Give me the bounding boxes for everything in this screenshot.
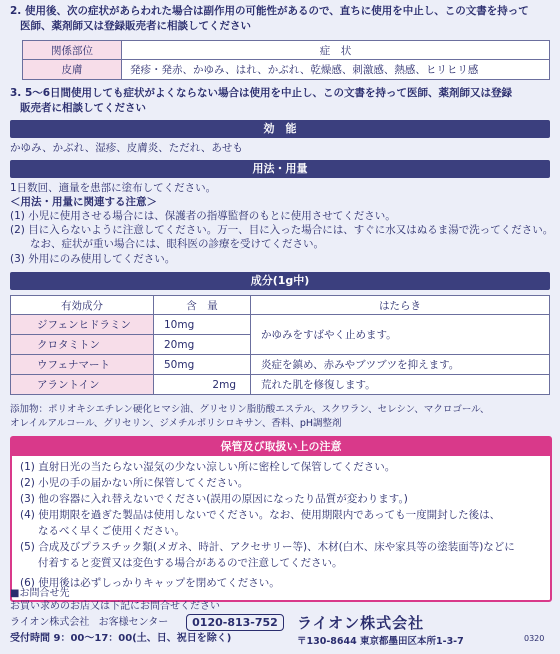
side-effect-col-part: 関係部位	[23, 41, 122, 60]
document-code: 0320	[524, 634, 545, 643]
ingredient-action: 荒れた肌を修復します。	[251, 375, 550, 395]
dosage-note-3: (3) 外用にのみ使用してください。	[10, 253, 176, 265]
ingredient-action: かゆみをすばやく止めます。	[251, 315, 550, 355]
ingredients-col-name: 有効成分	[11, 296, 154, 315]
ingredient-name: ウフェナマート	[11, 355, 154, 375]
efficacy-text: かゆみ、かぶれ、湿疹、皮膚炎、ただれ、あせも	[10, 142, 243, 154]
dosage-header: 用法・用量	[10, 160, 550, 178]
contact-company-short: ライオン株式会社	[10, 617, 90, 628]
storage-line-6: (6) 使用後は必ずしっかりキャップを閉めてください。	[20, 577, 280, 589]
ingredient-name: アラントイン	[11, 375, 154, 395]
ingredient-amount: 50mg	[154, 355, 251, 375]
side-effect-part: 皮膚	[23, 60, 122, 80]
storage-line-5: (5) 合成及びプラスチック類(メガネ、時計、アクセサリー等)、木材(白木、床や家具等の塗装面等)などに	[20, 541, 515, 553]
warning-item-3-line2: 販売者に相談してください	[20, 102, 146, 114]
contact-intro: お買い求めのお店又は下記にお問合せください	[10, 601, 220, 612]
ingredients-table	[10, 295, 550, 395]
dosage-line-1: 1日数回、適量を患部に塗布してください。	[10, 182, 217, 194]
ingredients-header: 成分(1g中)	[10, 272, 550, 290]
dosage-note-title: ＜用法・用量に関連する注意＞	[10, 196, 157, 208]
storage-box	[10, 436, 552, 602]
storage-line-2: (2) 小児の手の届かない所に保管してください。	[20, 477, 249, 489]
company-logo-text: ライオン株式会社	[297, 614, 425, 632]
storage-line-1: (1) 直射日光の当たらない湿気の少ない涼しい所に密栓して保管してください。	[20, 461, 396, 473]
ingredients-col-amount: 含 量	[154, 296, 251, 315]
ingredients-col-action: はたらき	[251, 296, 550, 315]
warning-item-2	[10, 4, 550, 34]
contact-center: お客様センター	[98, 617, 169, 628]
warning-item-2-line1: 2. 使用後、次の症状があらわれた場合は副作用の可能性があるので、直ちに使用を中止し、この文書を持って	[10, 5, 529, 17]
ingredient-amount: 20mg	[154, 335, 251, 355]
ingredient-amount: 10mg	[154, 315, 251, 335]
dosage-note-2: (2) 目に入らないように注意してください。万一、目に入った場合には、すぐに水又はぬるま湯で洗ってください。	[10, 224, 554, 236]
efficacy-header: 効 能	[10, 120, 550, 138]
storage-line-3: (3) 他の容器に入れ替えないでください(誤用の原因になったり品質が変わります。)	[20, 493, 408, 505]
company-address: 〒130-8644 東京都墨田区本所1-3-7	[297, 636, 464, 647]
ingredient-name: ジフェンヒドラミン	[11, 315, 154, 335]
additives-line-1: 添加物：ポリオキシエチレン硬化ヒマシ油、グリセリン脂肪酸エステル、スクワラン、セレシン、マクロゴール、	[10, 404, 490, 415]
ingredient-row	[11, 315, 550, 335]
contact-hours: 受付時間 9：00～17：00(土、日、祝日を除く)	[10, 633, 232, 644]
ingredient-name: クロタミトン	[11, 335, 154, 355]
additives-line-2: オレイルアルコール、グリセリン、ジメチルポリシロキサン、香料、pH調整剤	[10, 418, 342, 429]
storage-line-4: (4) 使用期限を過ぎた製品は使用しないでください。なお、使用期限内であっても一度開封した後は、	[20, 509, 501, 521]
storage-header: 保管及び取扱い上の注意	[12, 438, 550, 456]
contact-title: ■お問合せ先	[10, 588, 70, 599]
ingredient-row	[11, 375, 550, 395]
storage-line-4-cont: なるべく早くご使用ください。	[38, 525, 185, 537]
warning-item-2-line2: 医師、薬剤師又は登録販売者に相談してください	[20, 20, 251, 32]
side-effect-symptoms: 発疹・発赤、かゆみ、はれ、かぶれ、乾燥感、刺激感、熱感、ヒリヒリ感	[122, 60, 550, 80]
contact-company-center	[10, 616, 168, 630]
warning-item-3	[10, 86, 550, 116]
warning-item-3-line1: 3. 5～6日間使用しても症状がよくならない場合は使用を中止し、この文書を持って医師、薬剤師又は登録	[10, 87, 513, 99]
contact-phone: 0120-813-752	[186, 614, 284, 631]
ingredient-action: 炎症を鎮め、赤みやブツブツを抑えます。	[251, 355, 550, 375]
dosage-note-2-cont: なお、症状が重い場合には、眼科医の診療を受けてください。	[30, 238, 324, 250]
storage-line-5-cont: 付着すると変質又は変色する場合があるので注意してください。	[38, 557, 343, 569]
side-effect-col-symptoms: 症 状	[122, 41, 550, 60]
dosage-note-1: (1) 小児に使用させる場合には、保護者の指導監督のもとに使用させてください。	[10, 210, 396, 222]
ingredient-amount: 2mg	[154, 375, 251, 395]
ingredient-row	[11, 355, 550, 375]
side-effect-table	[22, 40, 550, 80]
